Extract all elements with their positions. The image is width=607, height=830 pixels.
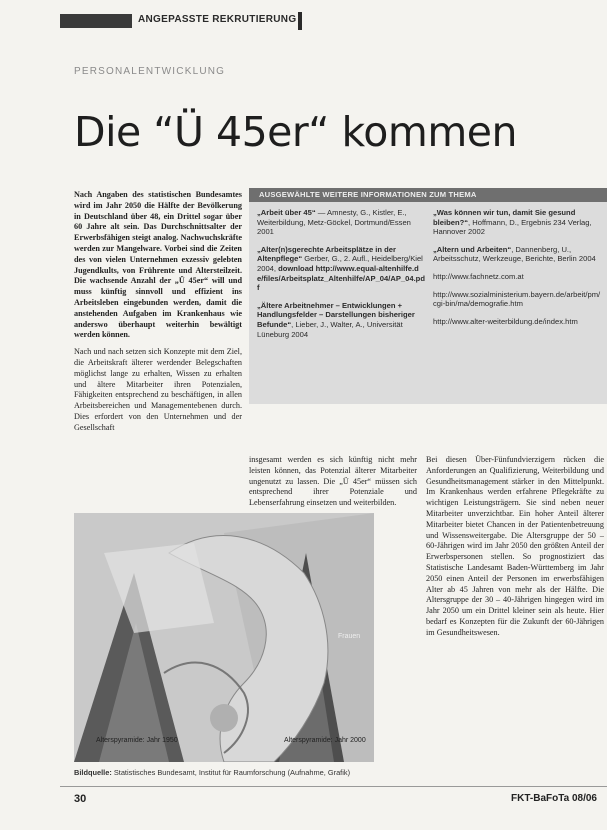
reference-item: „Altern und Arbeiten“, Dannenberg, U., Arbeitsschutz, Werkzeuge, Berichte, Berlin 2004 (433, 244, 596, 264)
figure-caption: Bildquelle: Statistisches Bundesamt, Institut für Raumforschung (Aufnahme, Grafik) (74, 768, 351, 777)
info-box-left-column (257, 208, 425, 347)
column-2 (249, 455, 417, 511)
reference-item: „Ältere Arbeitnehmer – Entwicklungen + Handlungsfelder – Darstellungen bisheriger Befunde“, Lieber, J., Walter, A., Universität Lüneburg 2004 (257, 300, 415, 339)
page-number: 30 (74, 793, 87, 805)
reference-item: „Arbeit über 45“ — Amnesty, G., Kistler, E., Weiterbildung, Metz-Göckel, Dortmund/Essen 2001 (257, 208, 411, 237)
age-pyramid-figure (74, 513, 374, 762)
info-box-heading: AUSGEWÄHLTE WEITERE INFORMATIONEN ZUM THEMA (249, 188, 607, 202)
figure-label-2000: Alterspyramide: Jahr 2000 (284, 737, 366, 744)
reference-link[interactable]: http://www.fachnetz.com.at (433, 271, 524, 281)
lead-paragraph: Nach Angaben des statistischen Bundesamtes wird im Jahr 2050 die Hälfte der Bevölkerung in Deutschland über 48, ein Drittel sogar über 60 Jahre alt sein. Das Durchschnittsalter der Erwerbsfähigen steigt analog. Nachwuchskräfte werden zur Mangelware. Vorbei sind die Zeiten des von vielen Unternehmen exzessiv gelebten Jugendkults, von Frührente und Altersteilzeit. Die wachsende Anzahl der „Ü 45er“ will und muss künftig sinnvoll und effizient ins Arbeitsleben eingebunden werden, damit die anstehenden Aufgaben im Krankenhaus wie anderswo überhaupt weiterhin bewältigt werden können. (74, 190, 242, 340)
section-label: ANGEPASSTE REKRUTIERUNG (138, 14, 297, 25)
reference-link[interactable]: http://www.alter-weiterbildung.de/index.htm (433, 316, 578, 326)
reference-link[interactable]: http://www.sozialministerium.bayern.de/arbeit/pm/cgi-bin/ma/demografie.htm (433, 289, 601, 309)
figure-label-1950: Alterspyramide: Jahr 1950 (96, 737, 178, 744)
info-box-right-column (433, 208, 601, 334)
header-bar (298, 12, 302, 30)
figure-label-women: Frauen (338, 633, 361, 640)
kicker: PERSONALENTWICKLUNG (74, 66, 226, 77)
info-box (249, 188, 607, 404)
body-paragraph: insgesamt werden es sich künftig nicht mehr leisten können, das Potenzial älterer Mitarbeiter ungenutzt zu lassen. Die „Ü 45er“ müssen sich entsprechend ihrer Potenziale und Lebenserfahrung einsetzen und weiterbilden. (249, 455, 417, 508)
column-1 (74, 190, 242, 436)
body-paragraph: Nach und nach setzen sich Konzepte mit dem Ziel, die Arbeitskraft älterer werdender Belegschaften möglichst lange zu erhalten, Wissen zu erhalten und ältere Mitarbeiter ihren Potenzialen, Fähigkeiten entsprechend zu beschäftigen, in allen Arbeitsbereichen und Managementebenen durch. Dies erfordert von den Unternehmen und der Gesellschaft (74, 347, 242, 432)
header-dark-block (60, 14, 132, 28)
reference-item: „Was können wir tun, damit Sie gesund bleiben?“, Hoffmann, D., Ergebnis 234 Verlag, Hannover 2002 (433, 208, 592, 237)
age-pyramid-illustration (74, 513, 374, 762)
reference-item: „Alter(n)sgerechte Arbeitsplätze in der Altenpflege“ Gerber, G., 2. Aufl., Heidelberg/Kiel 2004, download http://www.equal-altenhilfe.de/files/Arbeitsplatz_Altenhilfe/AP_04/AP_04.pdf (257, 244, 425, 293)
journal-issue: FKT-BaFoTa 08/06 (511, 793, 597, 804)
body-paragraph: Bei diesen Über-Fünfundvierzigern rücken die Anforderungen an Qualifizierung, Weiterbildung und Gesundheitsmanagement stärker in den Mittelpunkt. Im Krankenhaus werden erfahrene Pflegekräfte zu wichtigen Leistungsträgern. Sie sind neben neuer Mitarbeiter unverzichtbar. Ein hoher Anteil älterer Mitarbeiter bietet Chancen in der Patientenbetreuung und Wissensweitergabe. Die Altersgruppe der 50 – 60-Jährigen wird im Jahr 2050 den größten Anteil der Erwerbspersonen stellen. So prognostiziert das Statistische Landesamt Baden-Württemberg im Jahr 2050 einen Anteil der Personen im erwerbsfähigen Alter ab 45 Jahren von mehr als der Hälfte. Die Altersgruppe der 30 – 40-Jährigen hingegen wird im Jahr 2050 um ein Drittel kleiner sein als heute. Hier bedarf es Konzepten für die Zukunft der 60-Jährigen im Gesundheitswesen. (426, 455, 604, 637)
page-title: Die “Ü 45er“ kommen (74, 108, 517, 156)
footer-divider (60, 786, 607, 787)
column-3 (426, 455, 604, 779)
